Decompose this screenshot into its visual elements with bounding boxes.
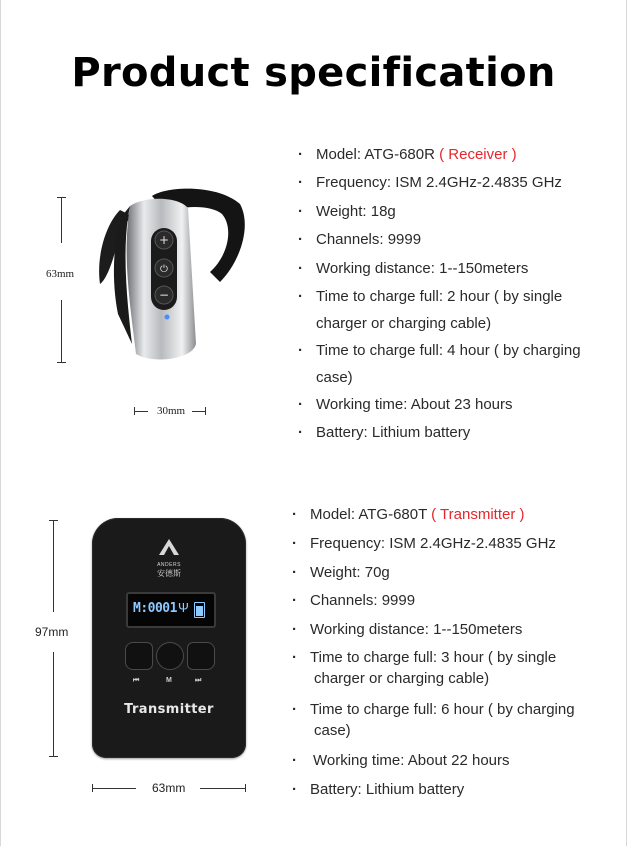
receiver-spec-frequency: · Frequency: ISM 2.4GHz-2.4835 GHz [298, 169, 627, 196]
screen-channel-readout: M:0001 [133, 601, 177, 616]
transmitter-width-line-right [200, 788, 246, 789]
receiver-height-bottom-tick [57, 362, 66, 363]
receiver-height-line-bottom [61, 300, 62, 362]
transmitter-spec-model: · Model: ATG-680T ( Transmitter ) [292, 504, 627, 525]
transmitter-height-bottom-tick [49, 756, 58, 757]
transmitter-type-highlight: ( Transmitter ) [427, 506, 525, 523]
mode-label: M [166, 677, 172, 684]
receiver-spec-weight: · Weight: 18g [298, 198, 627, 225]
receiver-spec-charge-single: · Time to charge full: 2 hour ( by single charger or charging cable) [298, 283, 627, 337]
transmitter-next-button[interactable] [187, 642, 215, 670]
transmitter-device-image [92, 518, 246, 758]
brand-logo-icon [158, 538, 180, 556]
left-edge [0, 0, 1, 846]
receiver-height-label: 63mm [46, 268, 75, 280]
next-icon: ⏭ [195, 677, 202, 684]
receiver-spec-model: · Model: ATG-680R ( Receiver ) [298, 141, 627, 168]
receiver-spec-charge-case: · Time to charge full: 4 hour ( by charging case) [298, 337, 627, 391]
transmitter-prev-button[interactable] [125, 642, 153, 670]
svg-text:+: + [158, 233, 170, 247]
antenna-icon: Ψ [178, 600, 189, 615]
transmitter-logo [148, 538, 190, 579]
battery-icon [194, 602, 205, 618]
receiver-spec-battery: · Battery: Lithium battery [298, 419, 627, 446]
transmitter-spec-weight: · Weight: 70g [292, 562, 627, 583]
transmitter-spec-distance: · Working distance: 1--150meters [292, 619, 627, 640]
transmitter-height-label: 97mm [35, 625, 69, 639]
receiver-height-line-top [61, 197, 62, 243]
receiver-width-right-tick [205, 407, 206, 415]
transmitter-spec-working-time: · Working time: About 22 hours [292, 750, 627, 771]
transmitter-brand: ANDERS [157, 562, 181, 568]
prev-icon: ⏮ [133, 677, 140, 684]
receiver-spec-channels: · Channels: 9999 [298, 226, 627, 253]
transmitter-mode-button[interactable] [156, 642, 184, 670]
transmitter-device-label: Transmitter [124, 702, 214, 717]
transmitter-spec-channels: · Channels: 9999 [292, 590, 627, 611]
receiver-device-image [92, 184, 252, 372]
transmitter-height-line-bottom [53, 652, 54, 756]
receiver-width-label: 30mm [157, 405, 186, 417]
transmitter-spec-charge-case: · Time to charge full: 6 hour ( by charging case) [292, 699, 627, 741]
receiver-spec-distance: · Working distance: 1--150meters [298, 255, 627, 282]
transmitter-width-label: 63mm [152, 781, 186, 795]
page-title: Product specification [71, 50, 556, 96]
receiver-spec-working-time: · Working time: About 23 hours [298, 391, 627, 418]
transmitter-width-line-left [92, 788, 136, 789]
transmitter-screen [126, 592, 216, 628]
transmitter-spec-battery: · Battery: Lithium battery [292, 779, 627, 800]
transmitter-brand-cn: 安德斯 [157, 569, 181, 578]
transmitter-spec-frequency: · Frequency: ISM 2.4GHz-2.4835 GHz [292, 533, 627, 554]
transmitter-width-right-tick [245, 784, 246, 792]
transmitter-height-line-top [53, 520, 54, 612]
transmitter-spec-charge-single: · Time to charge full: 3 hour ( by single charger or charging cable) [292, 647, 627, 689]
receiver-type-highlight: ( Receiver ) [434, 146, 517, 163]
receiver-width-line-right [192, 411, 206, 412]
receiver-width-line-left [134, 411, 148, 412]
svg-text:⏻: ⏻ [160, 264, 168, 275]
svg-text:−: − [158, 288, 170, 302]
